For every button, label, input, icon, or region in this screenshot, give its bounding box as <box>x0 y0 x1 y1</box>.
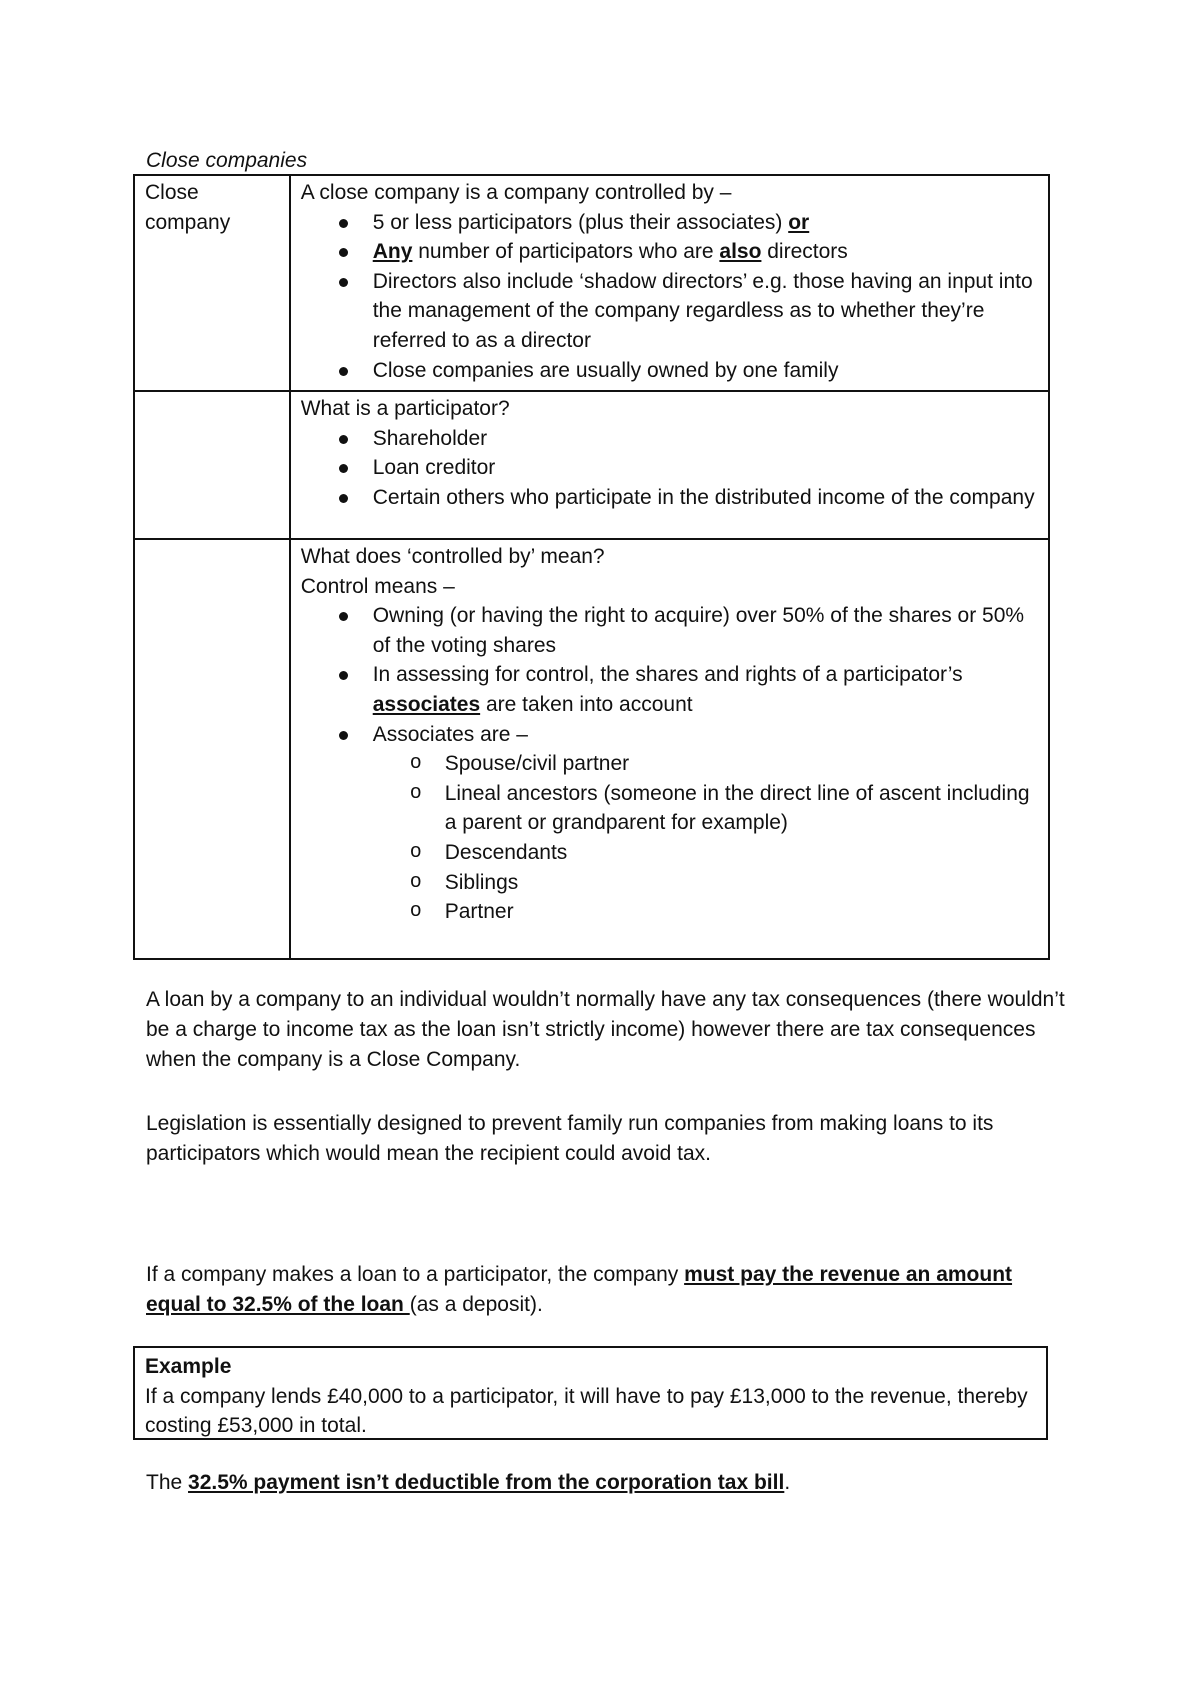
paragraph-loan-consequences: A loan by a company to an individual wouldn’t normally have any tax consequences (there wouldn’t be a charge to income tax as the loan isn’t strictly income) however there are tax consequences when the company is a Close Company. <box>146 988 1065 1071</box>
control-list <box>301 601 1040 927</box>
list-item: o Siblings <box>445 868 1040 898</box>
list-item <box>373 720 1040 927</box>
example-text: If a company lends £40,000 to a participator, it will have to pay £13,000 to the revenue, thereby costing £53,000 in total. <box>145 1384 1028 1437</box>
list-item <box>373 208 1040 238</box>
emphasis-not-deductible: 32.5% payment isn’t deductible from the corporation tax bill <box>188 1471 785 1494</box>
example-box <box>133 1346 1048 1440</box>
list-item: Close companies are usually owned by one family <box>373 356 1040 386</box>
list-item: Loan creditor <box>373 453 1040 483</box>
row-label: Close company <box>145 181 231 234</box>
item-text: Associates are – <box>372 722 528 746</box>
list-item <box>373 237 1040 267</box>
table-row <box>134 175 1049 391</box>
control-question: What does ‘controlled by’ mean? <box>300 545 605 568</box>
participator-intro: What is a participator? <box>300 397 510 420</box>
item-text: number of participators who are <box>412 240 720 264</box>
paragraph-legislation: Legislation is essentially designed to prevent family run companies from making loans to its participators which would mean the recipient could avoid tax. <box>146 1112 994 1165</box>
row-body-cell <box>290 175 1049 391</box>
document-title: Close companies <box>146 149 308 172</box>
paragraph-text: If a company makes a loan to a participator, the company <box>146 1263 685 1286</box>
row-body-cell <box>290 539 1049 959</box>
list-item: Shareholder <box>373 424 1040 454</box>
emphasis-or: or <box>788 210 810 234</box>
list-item: o Lineal ancestors (someone in the direct line of ascent including a parent or grandparent for example) <box>445 779 1040 838</box>
row-label-cell <box>134 391 290 539</box>
paragraph-text: . <box>784 1471 791 1494</box>
close-companies-table <box>133 174 1050 960</box>
paragraph-not-deductible <box>146 1468 1066 1498</box>
row-label-cell <box>134 175 290 391</box>
list-item: Certain others who participate in the distributed income of the company <box>373 483 1040 513</box>
list-item: Owning (or having the right to acquire) over 50% of the shares or 50% of the voting shares <box>373 601 1040 660</box>
list-item: o Partner <box>445 897 1040 927</box>
item-text: are taken into account <box>480 692 693 716</box>
emphasis-associates: associates <box>372 692 481 716</box>
table-row <box>134 391 1049 539</box>
paragraph-text: (as a deposit). <box>409 1293 543 1316</box>
emphasis-also: also <box>719 240 762 264</box>
paragraph-loan-deposit <box>146 1260 1066 1320</box>
list-item: Directors also include ‘shadow directors’ e.g. those having an input into the management of the company regardless as to whether they’re referred to as a director <box>373 267 1040 356</box>
list-item: o Spouse/civil partner <box>445 749 1040 779</box>
example-heading: Example <box>145 1355 232 1378</box>
row-label-cell <box>134 539 290 959</box>
associates-list <box>373 749 1040 927</box>
item-text: 5 or less participators (plus their associates) <box>372 210 789 234</box>
emphasis-deposit-rule: must pay the revenue an amount equal to 32.5% of the loan <box>146 1263 1013 1316</box>
control-intro: Control means – <box>300 574 455 598</box>
emphasis-any: Any <box>372 240 413 264</box>
list-item <box>373 660 1040 719</box>
item-text: In assessing for control, the shares and rights of a participator’s <box>372 663 963 687</box>
definition-list <box>301 208 1040 386</box>
item-text: directors <box>761 240 848 264</box>
row-body-cell <box>290 391 1049 539</box>
list-item: o Descendants <box>445 838 1040 868</box>
definition-intro: A close company is a company controlled by – <box>300 181 732 204</box>
table-row <box>134 539 1049 959</box>
paragraph-text: The <box>146 1471 189 1494</box>
participator-list <box>301 424 1040 513</box>
